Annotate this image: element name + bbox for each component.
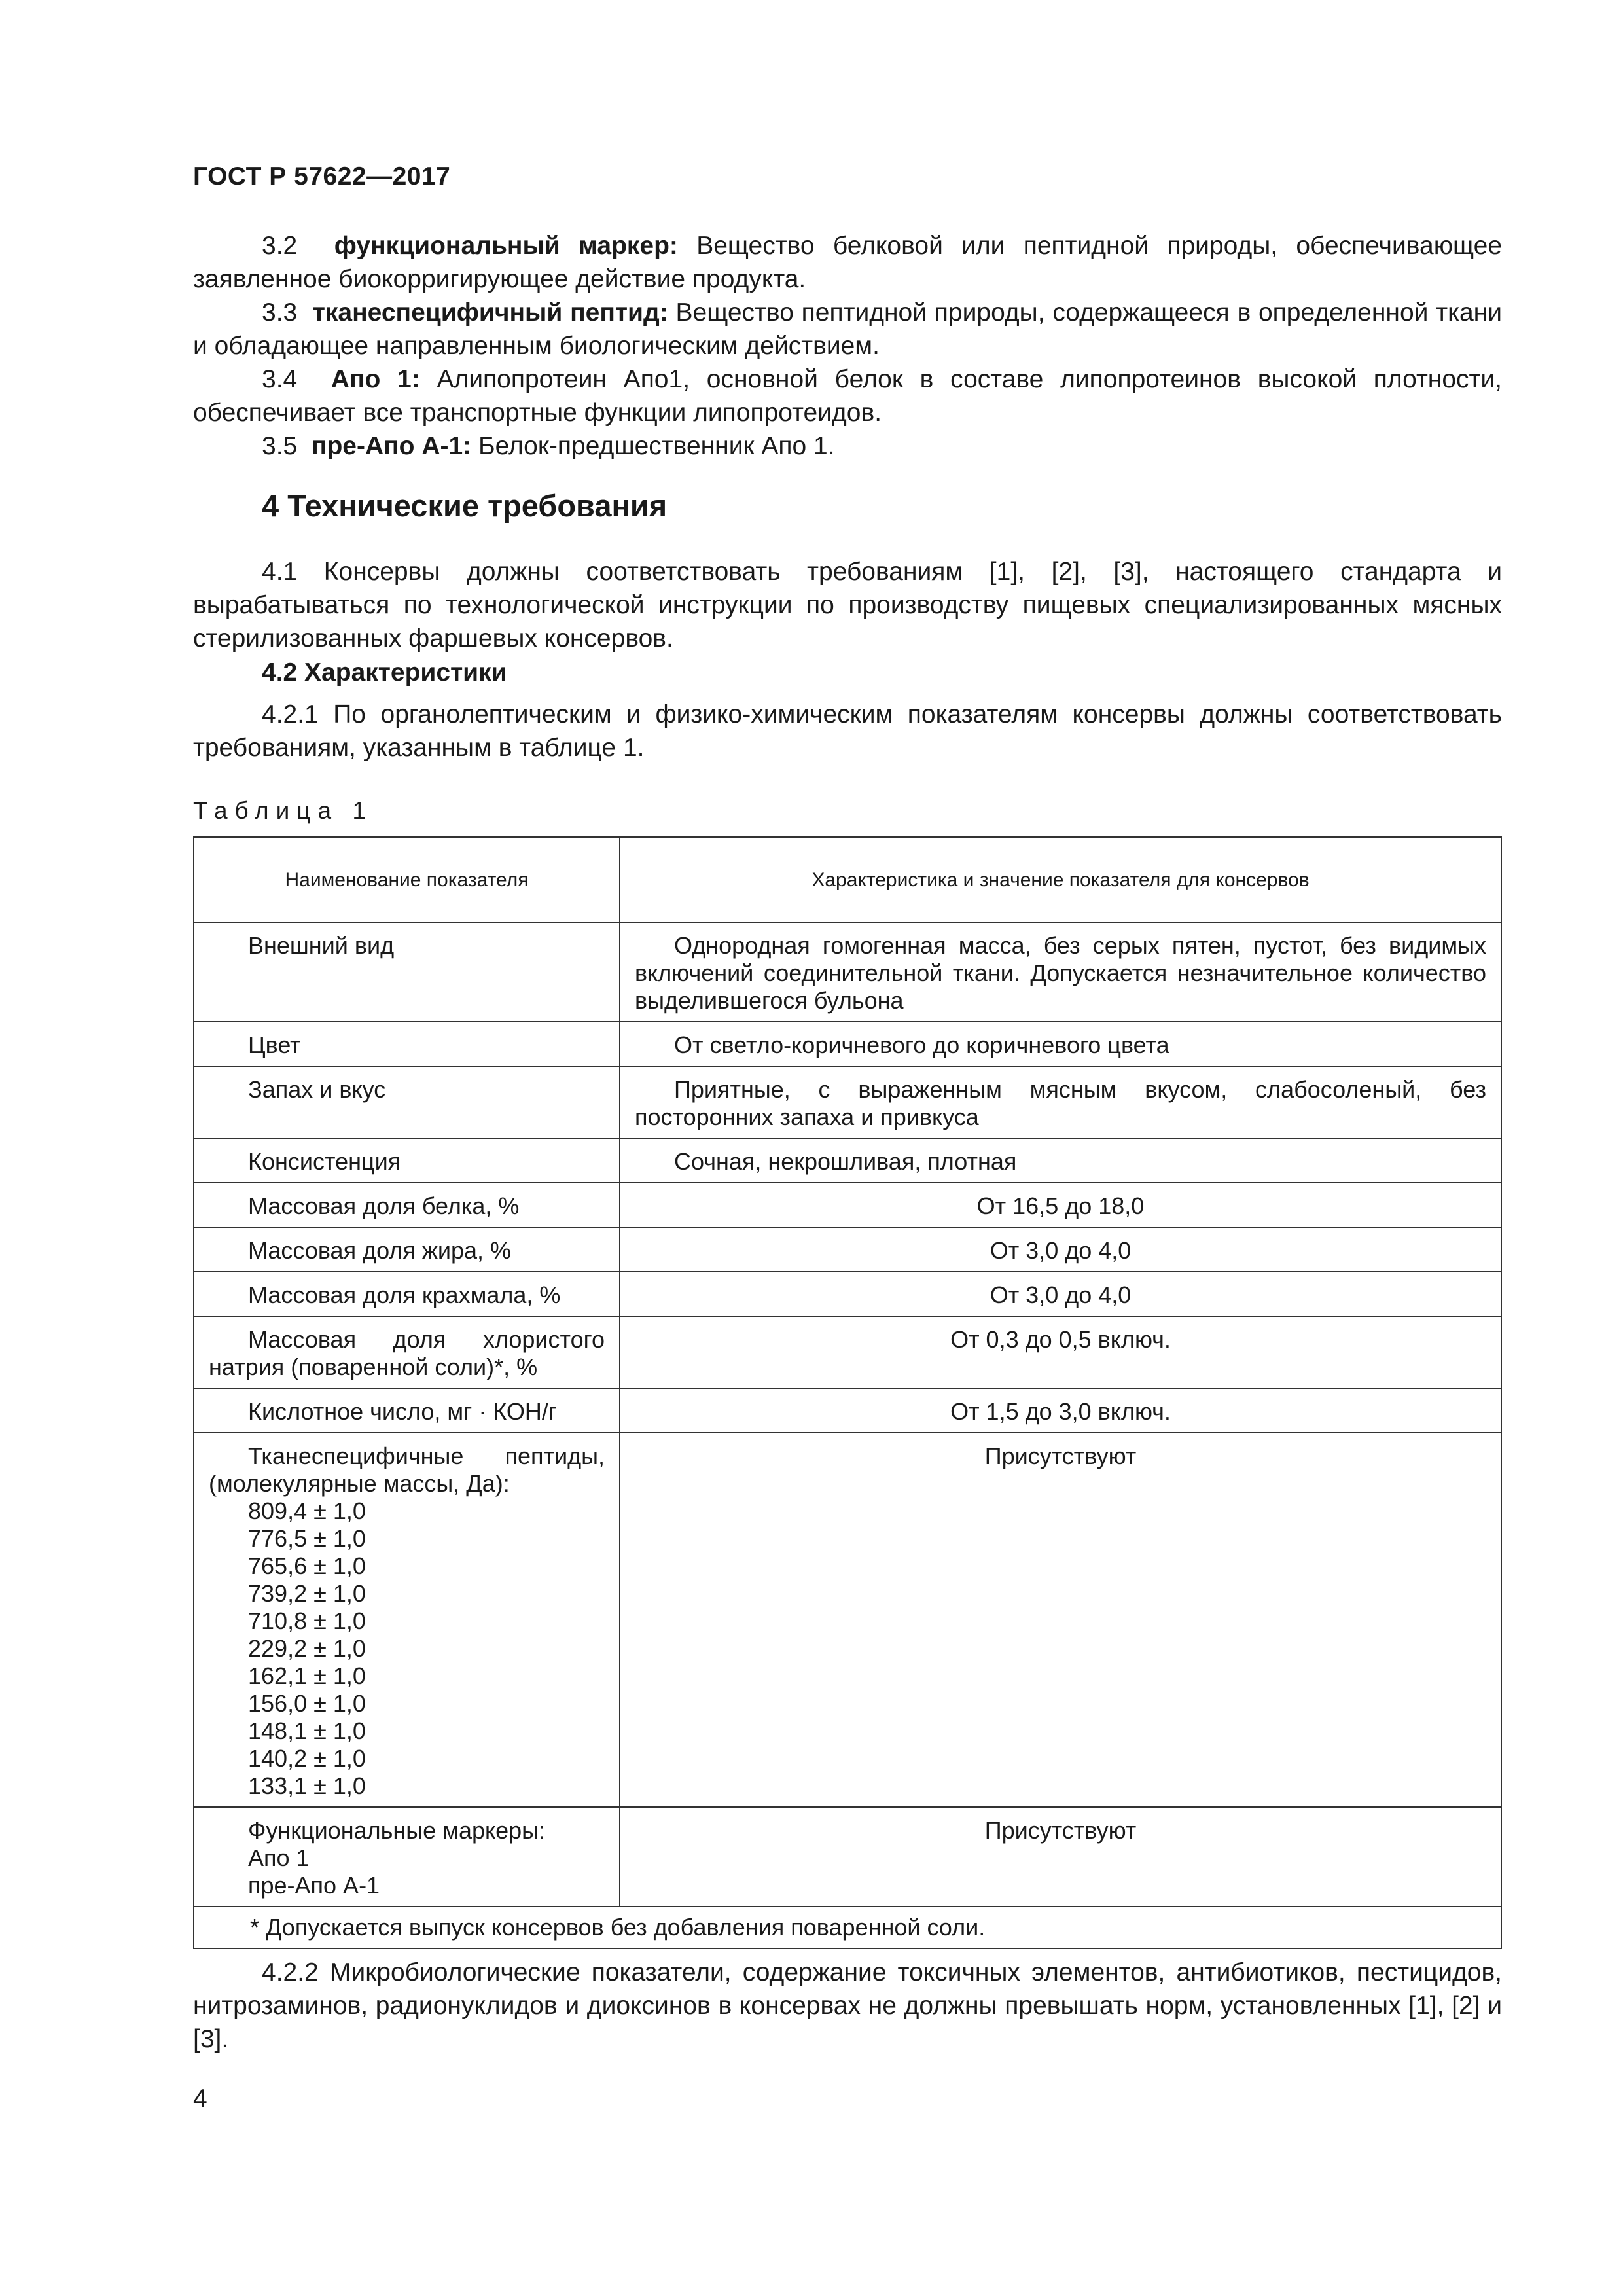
row-value xyxy=(620,1138,1501,1183)
table-row xyxy=(194,1183,1501,1227)
document-header: ГОСТ Р 57622—2017 xyxy=(193,162,451,190)
table-row xyxy=(194,1138,1501,1183)
row-name xyxy=(194,1183,620,1227)
table-row-markers xyxy=(194,1807,1501,1907)
definition-text: Вещество белковой или пептидной природы, обеспечивающее заявленное биокорригирующее действие продукта. xyxy=(193,232,1503,293)
column-header-value: Характеристика и значение показателя для консервов xyxy=(620,837,1501,922)
row-value: Присутствуют xyxy=(620,1807,1501,1907)
table-caption: Таблица 1 xyxy=(193,797,373,824)
table-footnote-row xyxy=(194,1907,1501,1948)
row-name-text: Кислотное число, мг · КОН/г xyxy=(248,1398,558,1425)
definition-3-3 xyxy=(193,296,1502,363)
definition-number: 3.5 xyxy=(262,432,298,460)
row-name xyxy=(194,1022,620,1066)
row-value-text: Однородная гомогенная масса, без серых пятен, пустот, без видимых включений соединительной ткани. Допускается незначительное количество выделившегося бульона xyxy=(635,932,1486,1014)
mass-value: 156,0 ± 1,0 xyxy=(248,1690,366,1717)
row-name-text: Запах и вкус xyxy=(248,1076,386,1103)
table-row-peptides xyxy=(194,1433,1501,1807)
mass-value: 148,1 ± 1,0 xyxy=(248,1717,366,1744)
mass-value: 765,6 ± 1,0 xyxy=(248,1552,366,1579)
row-name-text: Внешний вид xyxy=(248,932,395,959)
row-name xyxy=(194,1316,620,1388)
mass-value: 776,5 ± 1,0 xyxy=(248,1525,366,1552)
row-value xyxy=(620,922,1501,1022)
row-value: Присутствуют xyxy=(620,1433,1501,1807)
definition-3-2 xyxy=(193,229,1502,296)
definitions-block xyxy=(193,229,1502,463)
row-value: От 0,3 до 0,5 включ. xyxy=(620,1316,1501,1388)
table-footnote: * Допускается выпуск консервов без добавления поваренной соли. xyxy=(194,1907,1501,1948)
mass-value: 140,2 ± 1,0 xyxy=(248,1745,366,1772)
table-row xyxy=(194,1272,1501,1316)
row-name xyxy=(194,1433,620,1807)
row-value: От 3,0 до 4,0 xyxy=(620,1227,1501,1272)
mass-value: 809,4 ± 1,0 xyxy=(248,1498,366,1524)
row-name-text: Функциональные маркеры: xyxy=(248,1817,546,1844)
paragraph-4-1: 4.1 Консервы должны соответствовать требованиям [1], [2], [3], настоящего стандарта и вырабатываться по технологической инструкции по производству пищевых специализированных мясных стерилизованных фаршевых консервов. xyxy=(193,558,1502,653)
marker-item: пре-Апо А-1 xyxy=(248,1872,380,1899)
paragraph-4-2-2: 4.2.2 Микробиологические показатели, содержание токсичных элементов, антибиотиков, пестицидов, нитрозаминов, радионуклидов и диоксинов в консервах не должны превышать норм, установленных [1], [2] и [3]. xyxy=(193,1958,1502,2053)
table-row xyxy=(194,1066,1501,1138)
definition-term: Апо 1: xyxy=(330,365,420,393)
table-row xyxy=(194,1227,1501,1272)
row-value xyxy=(620,1022,1501,1066)
definition-3-5 xyxy=(193,429,1502,463)
definition-term: функциональный маркер: xyxy=(334,232,678,260)
row-value: От 3,0 до 4,0 xyxy=(620,1272,1501,1316)
table-row xyxy=(194,922,1501,1022)
definition-number: 3.4 xyxy=(262,365,298,393)
paragraph-4-2-1: 4.2.1 По органолептическим и физико-химическим показателям консервы должны соответствовать требованиям, указанным в таблице 1. xyxy=(193,700,1502,762)
row-name xyxy=(194,1066,620,1138)
mass-value: 739,2 ± 1,0 xyxy=(248,1580,366,1607)
paragraph-4-2-1-block xyxy=(193,698,1502,764)
section-title: 4 Технические требования xyxy=(262,488,668,523)
row-name-text: Массовая доля крахмала, % xyxy=(248,1282,561,1308)
characteristics-table xyxy=(193,836,1502,1949)
row-name-text: Массовая доля жира, % xyxy=(248,1237,512,1264)
row-name xyxy=(194,1138,620,1183)
row-value xyxy=(620,1066,1501,1138)
subsection-heading: 4.2 Характеристики xyxy=(262,658,507,687)
table-row xyxy=(194,1388,1501,1433)
marker-item: Апо 1 xyxy=(248,1844,310,1871)
definition-3-4 xyxy=(193,363,1502,429)
mass-value: 162,1 ± 1,0 xyxy=(248,1662,366,1689)
definition-number: 3.3 xyxy=(262,298,298,327)
row-name-text: Тканеспецифичные пептиды, (молекулярные массы, Да): xyxy=(209,1443,605,1497)
row-name xyxy=(194,1272,620,1316)
row-name-text: Массовая доля белка, % xyxy=(248,1193,520,1219)
row-value-text: Сочная, некрошливая, плотная xyxy=(674,1148,1017,1175)
table-row xyxy=(194,1022,1501,1066)
definition-number: 3.2 xyxy=(262,232,298,260)
column-header-name: Наименование показателя xyxy=(194,837,620,922)
mass-value: 710,8 ± 1,0 xyxy=(248,1607,366,1634)
table-row xyxy=(194,1316,1501,1388)
row-name-text: Консистенция xyxy=(248,1148,401,1175)
row-name xyxy=(194,1807,620,1907)
row-value: От 16,5 до 18,0 xyxy=(620,1183,1501,1227)
definition-term: тканеспецифичный пептид: xyxy=(312,298,668,327)
paragraph-4-1-block xyxy=(193,555,1502,655)
page-number: 4 xyxy=(193,2085,207,2113)
mass-list xyxy=(209,1498,605,1800)
row-name xyxy=(194,922,620,1022)
table-header-row xyxy=(194,837,1501,922)
mass-value: 229,2 ± 1,0 xyxy=(248,1635,366,1662)
row-name xyxy=(194,1388,620,1433)
definition-term: пре-Апо А-1: xyxy=(311,432,472,460)
row-name-text: Массовая доля хлористого натрия (поваренной соли)*, % xyxy=(209,1326,605,1380)
definition-text: Вещество пептидной природы, содержащееся в определенной ткани и обладающее направленным биологическим действием. xyxy=(193,298,1503,360)
row-value-text: От светло-коричневого до коричневого цвета xyxy=(674,1031,1169,1058)
paragraph-4-2-2-block xyxy=(193,1956,1502,2056)
definition-text: Белок-предшественник Апо 1. xyxy=(478,432,835,460)
row-name-text: Цвет xyxy=(248,1031,301,1058)
mass-value: 133,1 ± 1,0 xyxy=(248,1772,366,1799)
row-name xyxy=(194,1227,620,1272)
row-value: От 1,5 до 3,0 включ. xyxy=(620,1388,1501,1433)
row-value-text: Приятные, с выраженным мясным вкусом, слабосоленый, без посторонних запаха и привкуса xyxy=(635,1076,1486,1130)
definition-text: Алипопротеин Апо1, основной белок в составе липопротеинов высокой плотности, обеспечивает все транспортные функции липопротеидов. xyxy=(193,365,1503,427)
